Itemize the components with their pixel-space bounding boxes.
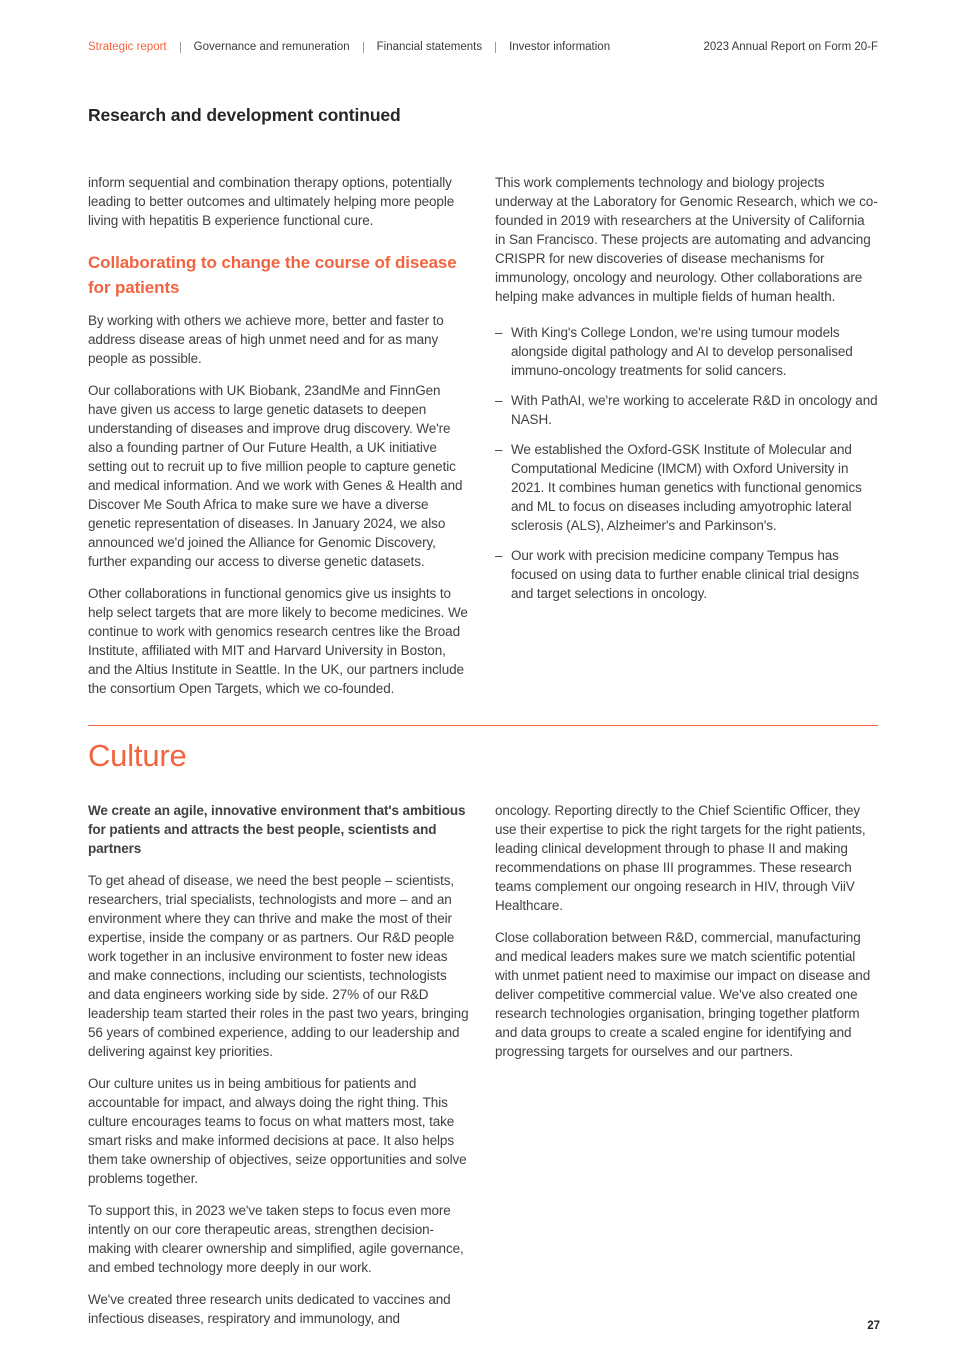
- bullet-item: – We established the Oxford-GSK Institute of Molecular and Computational Medicine (IMCM) with Oxford University in 2021. It combines human genetics with functional genomics and ML to focus on diseases including amyotrophic lateral sclerosis (ALS), Alzheimer's and Parkinson's.: [495, 440, 878, 535]
- rd-section: [88, 173, 878, 711]
- culture-columns: [88, 801, 878, 1341]
- bullet-item: – With PathAI, we're working to accelerate R&D in oncology and NASH.: [495, 391, 878, 429]
- paragraph: To support this, in 2023 we've taken steps to focus even more intently on our core therapeutic areas, strengthen decision-making with clearer ownership and simplified, agile governance, and embed technology more deeply in our work.: [88, 1203, 464, 1275]
- page-number: 27: [867, 1320, 880, 1332]
- page-header: [88, 41, 878, 53]
- culture-left-column: [88, 801, 471, 1341]
- culture-right-column: [495, 801, 878, 1341]
- nav-strategic-report[interactable]: Strategic report: [88, 41, 167, 53]
- culture-heading: Culture: [88, 738, 187, 773]
- report-title: 2023 Annual Report on Form 20-F: [703, 41, 878, 53]
- nav-separator: [495, 42, 496, 53]
- paragraph: Close collaboration between R&D, commercial, manufacturing and medical leaders makes sure we match scientific potential with unmet patient need to maximise our impact on disease and deliver competitive commercial value. We've also created one research technologies organisation, bringing together platform and data groups to create a scaled engine for identifying and progressing targets for ourselves and our partners.: [495, 930, 871, 1059]
- paragraph: By working with others we achieve more, better and faster to address disease areas of high unmet need and for as many people as possible.: [88, 313, 444, 366]
- nav-financial-statements[interactable]: Financial statements: [376, 41, 483, 53]
- paragraph: inform sequential and combination therapy options, potentially leading to better outcomes and ultimately helping more people living with hepatitis B experience functional cure.: [88, 175, 455, 228]
- culture-section: [88, 725, 878, 1341]
- paragraph: This work complements technology and biology projects underway at the Laboratory for Genomic Research, which we co-founded in 2019 with researchers at the University of California in San Francisco. These projects are automating and advancing CRISPR for new discoveries of disease mechanisms for immunology, oncology and neurology. Other collaborations are helping make advances in multiple fields of human health.: [495, 175, 878, 304]
- nav-separator: [363, 42, 364, 53]
- bullet-item: – With King's College London, we're using tumour models alongside digital pathology and AI to develop personalised immuno-oncology treatments for solid cancers.: [495, 323, 878, 380]
- paragraph: Other collaborations in functional genomics give us insights to help select targets that are more likely to become medicines. We continue to work with genomics research centres like the Broad Institute, affiliated with MIT and Harvard University in Boston, and the Altius Institute in Seattle. In the UK, our partners include the consortium Open Targets, which we co-founded.: [88, 586, 468, 696]
- rd-left-column: [88, 173, 471, 711]
- paragraph: oncology. Reporting directly to the Chief Scientific Officer, they use their expertise to pick the right targets for the right patients, leading clinical development through to phase II and making recommendations on phase III programmes. These research teams complement our ongoing research in HIV, through ViiV Healthcare.: [495, 803, 866, 913]
- paragraph: We've created three research units dedicated to vaccines and infectious diseases, respiratory and immunology, and: [88, 1292, 451, 1326]
- collaboration-bullet-list: [495, 323, 878, 603]
- nav-investor-information[interactable]: Investor information: [509, 41, 611, 53]
- page-title: Research and development continued: [88, 105, 401, 125]
- paragraph: Our collaborations with UK Biobank, 23andMe and FinnGen have given us access to large genetic datasets to deepen understanding of diseases and improve drug discovery. We're also a founding partner of Our Future Health, a UK initiative setting out to recruit up to five million people to capture genetic and medical information. And we work with Genes & Health and Discover Me South Africa to make sure we have a diverse genetic representation of diseases. In January 2024, we also announced we'd joined the Alliance for Genomic Discovery, further expanding our access to diverse genetic datasets.: [88, 383, 463, 569]
- header-nav: [88, 41, 610, 53]
- paragraph: Our culture unites us in being ambitious for patients and accountable for impact, and always doing the right thing. This culture encourages teams to focus on what matters most, take smart risks and make informed decisions at pace. It also helps them take ownership of objectives, seize opportunities and solve problems together.: [88, 1076, 467, 1186]
- rd-right-column: [495, 173, 878, 711]
- culture-intro: We create an agile, innovative environment that's ambitious for patients and attracts the best people, scientists and partners: [88, 803, 466, 856]
- nav-governance-remuneration[interactable]: Governance and remuneration: [193, 41, 350, 53]
- bullet-item: – Our work with precision medicine company Tempus has focused on using data to further enable clinical trial designs and target selections in oncology.: [495, 546, 878, 603]
- collaborating-heading: Collaborating to change the course of disease for patients: [88, 253, 457, 297]
- nav-separator: [180, 42, 181, 53]
- paragraph: To get ahead of disease, we need the best people – scientists, researchers, trial specialists, technologists and more – and an environment where they can thrive and make the most of their expertise, inside the company or as partners. Our R&D people work together in an inclusive environment to foster new ideas and make connections, including our scientists, technologists and data engineers working side by side. 27% of our R&D leadership team started their roles in the past two years, bringing 56 years of combined experience, adding to our leadership and delivering against key priorities.: [88, 873, 469, 1059]
